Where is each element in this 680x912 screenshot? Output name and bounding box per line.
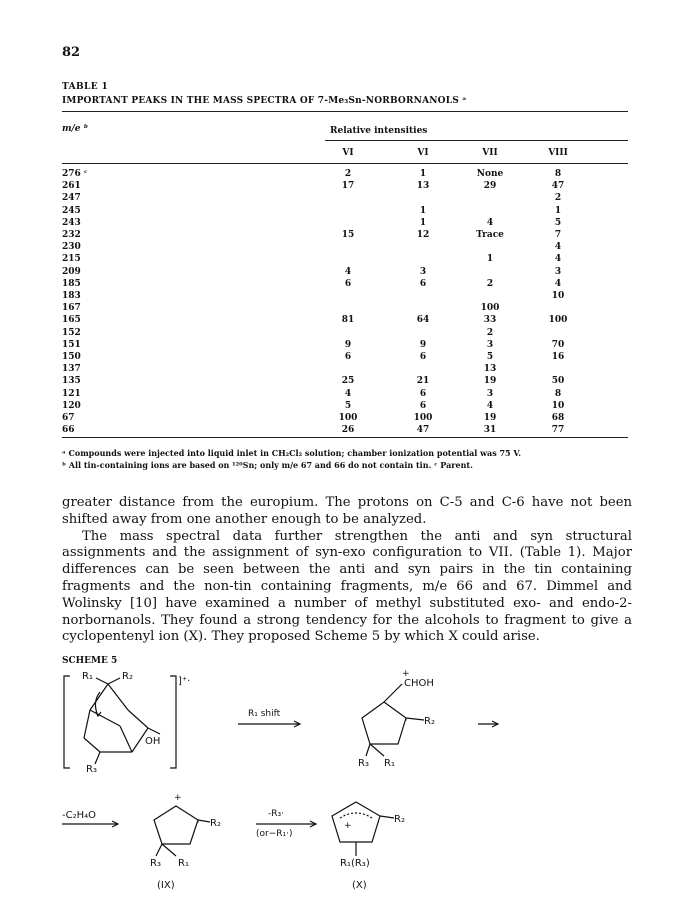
radical-dot: · xyxy=(196,815,200,829)
intensity-cell: 19 xyxy=(483,376,497,387)
r3-label: R₃ xyxy=(358,758,369,769)
intensity-cell: 4 xyxy=(486,217,494,228)
r3-label: R₃ xyxy=(86,764,97,775)
intensity-cell: 9 xyxy=(344,339,352,350)
intensity-cell: 3 xyxy=(554,266,562,277)
mz-cell: 151 xyxy=(62,339,81,350)
intensity-cell: 6 xyxy=(419,388,427,399)
intensity-cell: 6 xyxy=(419,400,427,411)
r2-label: R₂ xyxy=(394,814,405,825)
r2-label: R₂ xyxy=(210,818,221,829)
mz-column-header: m/e ᵇ xyxy=(62,124,89,134)
intensity-cell: 64 xyxy=(416,315,430,326)
norbornane-structure xyxy=(84,678,160,764)
radical-cation-sign: ]⁺· xyxy=(178,676,191,687)
intensity-cell: 2 xyxy=(486,327,494,338)
intensity-cell: 5 xyxy=(554,217,562,228)
intensity-cell: 1 xyxy=(419,217,427,228)
cyclopentyl-cation-structure xyxy=(362,684,424,756)
intensity-cell: 4 xyxy=(554,254,562,265)
structure-x-label: (X) xyxy=(352,880,367,891)
intensity-cell: 4 xyxy=(344,388,352,399)
intensity-cell: 77 xyxy=(551,425,565,436)
mz-cell: 183 xyxy=(62,291,81,301)
intensity-cell: 4 xyxy=(554,278,562,289)
intensity-cell: 4 xyxy=(554,242,562,253)
mz-cell: 261 xyxy=(62,181,81,192)
intensity-cell: 81 xyxy=(341,315,355,326)
intensity-cell: 5 xyxy=(344,400,352,411)
intensity-cell: 2 xyxy=(344,169,352,179)
structure-x xyxy=(332,802,394,856)
intensity-cell: 16 xyxy=(551,352,565,362)
intensity-cell: Trace xyxy=(476,230,504,240)
plus-sign: + xyxy=(344,821,352,831)
footnote-b: ᵇ All tin-containing ions are based on ¹²⁰Sn; only m/e 67 and 66 do not contain tin. ᶜ Parent. xyxy=(62,460,473,470)
mz-cell: 165 xyxy=(62,315,81,326)
r1-r3-label: R₁(R₃) xyxy=(340,858,370,869)
r1-label: R₁ xyxy=(82,671,93,682)
plus-sign: + xyxy=(402,669,410,679)
column-header: VI xyxy=(342,148,354,158)
intensity-cell: 3 xyxy=(486,339,494,350)
r1-label: R₁ xyxy=(384,758,395,769)
oh-label: OH xyxy=(145,736,161,747)
intensity-cell: 2 xyxy=(486,278,494,289)
intensity-cell: 17 xyxy=(341,181,355,192)
intensity-cell: 33 xyxy=(483,315,497,326)
intensity-cell: 12 xyxy=(416,230,430,240)
mz-cell: 230 xyxy=(62,242,81,253)
intensity-cell: 29 xyxy=(483,181,497,192)
r2-label: R₂ xyxy=(122,671,133,682)
mz-cell: 66 xyxy=(62,425,75,436)
intensity-cell: 4 xyxy=(486,400,494,411)
structure-ix-label: (IX) xyxy=(157,880,175,891)
mz-cell: 150 xyxy=(62,352,81,362)
intensity-cell: 26 xyxy=(341,425,355,436)
intensity-cell: 6 xyxy=(419,352,427,362)
mz-cell: 245 xyxy=(62,205,81,216)
intensity-cell: 2 xyxy=(554,193,562,204)
intensity-cell: 10 xyxy=(551,400,565,411)
intensity-cell: 6 xyxy=(344,278,352,289)
intensity-cell: 5 xyxy=(486,352,494,362)
mz-cell: 247 xyxy=(62,193,81,204)
intensity-cell: 3 xyxy=(486,388,494,399)
intensity-cell: 1 xyxy=(486,254,494,265)
mz-cell: 209 xyxy=(62,266,81,277)
intensity-cell: 10 xyxy=(551,291,565,301)
structure-ix xyxy=(154,806,210,856)
arrow-3-label: -C₂H₄O xyxy=(62,810,96,821)
mz-cell: 167 xyxy=(62,303,81,314)
intensity-cell: 68 xyxy=(551,413,565,423)
mz-cell: 121 xyxy=(62,388,81,399)
column-header: VI xyxy=(417,148,429,158)
arrow-4-label-bottom: (or−R₁·) xyxy=(256,829,293,839)
choh-label: CHOH xyxy=(404,678,434,689)
intensity-cell: 1 xyxy=(554,205,562,216)
intensity-cell: 100 xyxy=(480,303,500,314)
intensity-cell: 13 xyxy=(416,181,430,192)
table-title: IMPORTANT PEAKS IN THE MASS SPECTRA OF 7-Me₃Sn-NORBORNANOLS ᵃ xyxy=(62,96,467,106)
intensity-cell: 7 xyxy=(554,230,562,240)
intensity-cell: 100 xyxy=(548,315,568,326)
mz-cell: 67 xyxy=(62,413,75,423)
mz-cell: 215 xyxy=(62,254,81,265)
intensity-cell: 4 xyxy=(344,266,352,277)
mz-cell: 120 xyxy=(62,400,81,411)
intensity-cell: 8 xyxy=(554,388,562,399)
intensity-cell: 47 xyxy=(551,181,565,192)
r2-label: R₂ xyxy=(424,716,435,727)
intensity-cell: 50 xyxy=(551,376,565,387)
intensity-cell: 1 xyxy=(419,169,427,179)
mz-cell: 185 xyxy=(62,278,81,289)
intensity-cell: 15 xyxy=(341,230,355,240)
intensity-cell: 3 xyxy=(419,266,427,277)
mz-cell: 243 xyxy=(62,217,81,228)
mz-cell: 276 ᶜ xyxy=(62,169,88,179)
column-header: VIII xyxy=(548,148,568,158)
plus-sign: + xyxy=(174,793,182,803)
footnote-a: ᵃ Compounds were injected into liquid inlet in CH₂Cl₂ solution; chamber ionization potential was 75 V. xyxy=(62,448,521,458)
scheme-label: SCHEME 5 xyxy=(62,656,118,666)
r1-label: R₁ xyxy=(178,858,189,869)
intensity-cell: None xyxy=(476,169,504,179)
intensity-cell: 19 xyxy=(483,413,497,423)
radical-dot: · xyxy=(404,713,408,727)
intensity-cell: 25 xyxy=(341,376,355,387)
relative-intensities-header: Relative intensities xyxy=(330,126,428,136)
intensity-cell: 6 xyxy=(419,278,427,289)
right-bracket xyxy=(170,676,176,768)
r3-label: R₃ xyxy=(150,858,161,869)
intensity-cell: 8 xyxy=(554,169,562,179)
intensity-cell: 9 xyxy=(419,339,427,350)
intensity-cell: 100 xyxy=(338,413,358,423)
arrow-4-label-top: -R₃· xyxy=(268,809,284,819)
paragraph-1: greater distance from the europium. The protons on C-5 and C-6 have not been shifted away from one another enough to be analyzed. xyxy=(62,495,632,527)
mz-cell: 137 xyxy=(62,364,81,375)
intensity-cell: 1 xyxy=(419,205,427,216)
table-label: TABLE 1 xyxy=(62,82,109,92)
column-header: VII xyxy=(482,148,498,158)
mz-cell: 152 xyxy=(62,327,81,338)
left-bracket xyxy=(64,676,70,768)
intensity-cell: 13 xyxy=(483,364,497,375)
intensity-cell: 31 xyxy=(483,425,497,436)
page-number: 82 xyxy=(62,45,81,60)
mz-cell: 232 xyxy=(62,230,81,240)
intensity-cell: 6 xyxy=(344,352,352,362)
paragraph-2: The mass spectral data further strengthen the anti and syn structural assignments and the assignment of syn-exo configuration to VII. (Table 1). Major differences can be seen between the anti and syn pairs in the tin containing fragments and the non-tin containing fragments, m/e 66 and 67. Dimmel and Wolinsky [10] have examined a number of methyl substituted exo- and endo-2-norbornanols. They found a strong tendency for the alcohols to fragment to give a cyclopentenyl ion (X). They proposed Scheme 5 by which X could arise. xyxy=(62,528,632,645)
intensity-cell: 100 xyxy=(413,413,433,423)
intensity-cell: 70 xyxy=(551,339,565,350)
arrow-1-label: R₁ shift xyxy=(248,709,281,719)
intensity-cell: 47 xyxy=(416,425,430,436)
intensity-cell: 21 xyxy=(416,376,430,387)
mz-cell: 135 xyxy=(62,376,81,387)
